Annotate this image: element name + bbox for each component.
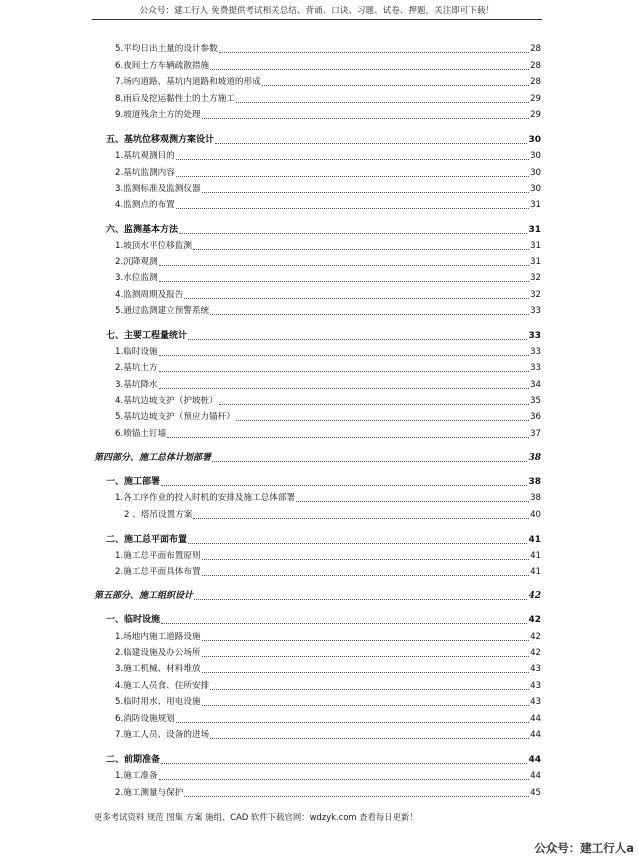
toc-page-number: 33 [530,363,541,373]
toc-page-number: 28 [530,44,541,54]
toc-item[interactable] [115,238,541,252]
toc-leader-dots [202,672,530,673]
toc-item[interactable] [115,661,541,675]
toc-page-number: 31 [528,225,541,235]
toc-label: 2.施工测量与保护 [115,788,184,798]
toc-page-number: 33 [530,306,541,316]
toc-label: 4.监测点的布置 [115,200,175,210]
toc-page-number: 42 [528,615,541,625]
toc-page-number: 30 [530,151,541,161]
toc-label: 二、施工总平面布置 [106,535,188,545]
toc-label: 3.施工机械、材料堆放 [115,664,201,674]
toc-section[interactable] [106,612,541,626]
toc-page-number: 30 [528,135,541,145]
toc-label: 第四部分、施工总体计划部署 [94,453,212,463]
toc-page-number: 38 [528,453,541,463]
toc-leader-dots [212,461,527,462]
toc-item[interactable] [115,254,541,268]
toc-leader-dots [184,298,529,299]
toc-leader-dots [296,501,529,502]
toc-leader-dots [202,192,530,193]
toc-section[interactable] [106,328,541,342]
toc-page-number: 45 [530,788,541,798]
toc-item[interactable] [115,41,541,55]
toc-leader-dots [159,281,529,282]
toc-leader-dots [176,722,529,723]
toc-label: 1.基坑观测目的 [115,151,175,161]
toc-label: 3.基坑降水 [115,380,158,390]
watermark-text: 公众号：建工行人a [534,841,634,855]
toc-page-number: 31 [530,200,541,210]
toc-page-number: 43 [530,664,541,674]
toc-leader-dots [215,143,527,144]
toc-label: 2.临建设施及办公场所 [115,648,201,658]
toc-page-number: 34 [530,380,541,390]
toc-item[interactable] [115,303,541,317]
toc-item[interactable] [115,181,541,195]
page-header: 公众号：建工行人 免费提供考试相关总结、背诵、口诀、习题、试卷、押题，关注即可下载！ [139,5,495,15]
toc-page-number: 31 [530,241,541,251]
toc-leader-dots [179,233,527,234]
toc-item[interactable] [124,507,541,521]
toc-section[interactable] [106,752,541,766]
toc-label: 6.喷锚土钉墙 [115,429,167,439]
toc-item[interactable] [115,678,541,692]
toc-leader-dots [210,69,529,70]
toc-section[interactable] [106,474,541,488]
toc-page-number: 33 [528,331,541,341]
toc-leader-dots [202,640,530,641]
toc-page-number: 42 [528,591,541,601]
toc-label: 4.基坑边坡支护（护坡桩） [115,396,218,406]
toc-section[interactable] [106,222,541,236]
toc-item[interactable] [115,197,541,211]
toc-label: 一、临时设施 [106,615,161,625]
toc-page-number: 38 [530,493,541,503]
toc-label: 2 、塔吊设置方案 [124,510,193,520]
toc-label: 7.施工人员、设备的进场 [115,730,210,740]
toc-item[interactable] [115,377,541,391]
toc-item[interactable] [115,107,541,121]
toc-label: 一、施工部署 [106,477,161,487]
toc-page-number: 38 [528,477,541,487]
toc-leader-dots [176,208,529,209]
toc-page-number: 28 [530,77,541,87]
toc-section[interactable] [106,132,541,146]
toc-leader-dots [193,518,529,519]
toc-item[interactable] [115,564,541,578]
toc-item[interactable] [115,91,541,105]
toc-label: 2.施工总平面具体布置 [115,567,201,577]
toc-item[interactable] [115,360,541,374]
toc-leader-dots [184,796,529,797]
toc-label: 8.雨后及挖运黏性土的土方施工 [115,94,235,104]
toc-page-number: 29 [530,110,541,120]
toc-label: 1.场地内施工道路设施 [115,632,201,642]
toc-item[interactable] [115,727,541,741]
toc-page-number: 42 [530,632,541,642]
toc-label: 2.基坑监测内容 [115,168,175,178]
toc-page-number: 31 [530,257,541,267]
toc-label: 第五部分、施工组织设计 [94,591,194,601]
toc-item[interactable] [115,148,541,162]
toc-item[interactable] [115,74,541,88]
toc-leader-dots [210,689,529,690]
toc-item[interactable] [115,694,541,708]
toc-page-number: 41 [528,535,541,545]
toc-leader-dots [202,575,530,576]
toc-label: 1.临时设施 [115,347,158,357]
toc-item[interactable] [115,393,541,407]
toc-leader-dots [161,763,527,764]
toc-leader-dots [161,485,527,486]
toc-part[interactable] [94,588,541,602]
toc-leader-dots [159,388,529,389]
toc-page-number: 29 [530,94,541,104]
toc-section[interactable] [106,532,541,546]
toc-leader-dots [202,118,530,119]
toc-label: 3.监测标准及监测仪器 [115,184,201,194]
toc-page-number: 35 [530,396,541,406]
toc-label: 二、前期准备 [106,755,161,765]
toc-page-number: 43 [530,697,541,707]
toc-leader-dots [236,420,529,421]
toc-leader-dots [236,102,529,103]
toc-page-number: 41 [530,567,541,577]
toc-page-number: 42 [530,648,541,658]
toc-leader-dots [161,623,527,624]
toc-item[interactable] [115,548,541,562]
toc-item[interactable] [115,409,541,423]
toc-label: 4.监测周期及报告 [115,290,184,300]
toc-label: 5.平均日出土量的设计参数 [115,44,218,54]
toc-item[interactable] [115,785,541,799]
toc-label: 1.施工总平面布置原则 [115,551,201,561]
toc-page-number: 41 [530,551,541,561]
toc-leader-dots [159,779,529,780]
toc-item[interactable] [115,426,541,440]
toc-leader-dots [210,314,529,315]
toc-leader-dots [176,176,529,177]
toc-leader-dots [219,52,529,53]
toc-label: 4.施工人员食、住所安排 [115,681,210,691]
toc-label: 1.各工序作业的投入时机的安排及施工总体部署 [115,493,296,503]
toc-page-number: 32 [530,273,541,283]
toc-item[interactable] [115,270,541,284]
toc-page-number: 40 [530,510,541,520]
toc-page-number: 37 [530,429,541,439]
toc-item[interactable] [115,711,541,725]
toc-page-number: 30 [530,184,541,194]
toc-label: 6.夜间土方车辆疏散措施 [115,61,210,71]
toc-page-number: 44 [530,771,541,781]
toc-leader-dots [159,355,529,356]
toc-label: 2.沉降观测 [115,257,158,267]
toc-label: 2.基坑土方 [115,363,158,373]
toc-leader-dots [262,85,529,86]
toc-page-number: 44 [530,714,541,724]
toc-leader-dots [159,371,529,372]
toc-page-number: 44 [530,730,541,740]
toc-leader-dots [219,404,529,405]
toc-label: 3.水位监测 [115,273,158,283]
toc-label: 5.基坑边坡支护（预应力锚杆） [115,412,235,422]
toc-page-number: 43 [530,681,541,691]
page-footer: 更多考试资料 规范 图集 方案 施组、CAD 软件下载官网：wdzyk.com 查看每日更新！ [94,812,418,822]
toc-part[interactable] [94,450,541,464]
toc-label: 6.消防设施规划 [115,714,175,724]
toc-item[interactable] [115,165,541,179]
toc-label: 六、监测基本方法 [106,225,179,235]
toc-leader-dots [167,437,529,438]
toc-leader-dots [176,159,529,160]
toc-label: 5.临时用水、用电设施 [115,697,201,707]
toc-leader-dots [202,656,530,657]
toc-label: 9.坡道残余土方的处理 [115,110,201,120]
toc-item[interactable] [115,344,541,358]
toc-leader-dots [210,738,529,739]
toc-leader-dots [202,559,530,560]
toc-item[interactable] [115,629,541,643]
toc-page-number: 44 [528,755,541,765]
toc-leader-dots [188,339,527,340]
toc-page-number: 28 [530,61,541,71]
toc-label: 5.通过监测建立预警系统 [115,306,210,316]
toc-leader-dots [159,265,529,266]
toc-page-number: 36 [530,412,541,422]
toc-leader-dots [202,705,530,706]
toc-page-number: 32 [530,290,541,300]
toc-item[interactable] [115,490,541,504]
toc-page-number: 30 [530,168,541,178]
toc-item[interactable] [115,645,541,659]
toc-leader-dots [188,543,527,544]
toc-label: 7.场内道路、基坑内道路和坡道的形成 [115,77,261,87]
toc-label: 七、主要工程量统计 [106,331,188,341]
toc-label: 1.坡顶水平位移监测 [115,241,192,251]
toc-item[interactable] [115,768,541,782]
toc-leader-dots [194,599,527,600]
toc-leader-dots [193,249,529,250]
toc-label: 五、基坑位移观测方案设计 [106,135,215,145]
toc-item[interactable] [115,58,541,72]
toc-label: 1.施工准备 [115,771,158,781]
toc-page-number: 33 [530,347,541,357]
toc-item[interactable] [115,287,541,301]
